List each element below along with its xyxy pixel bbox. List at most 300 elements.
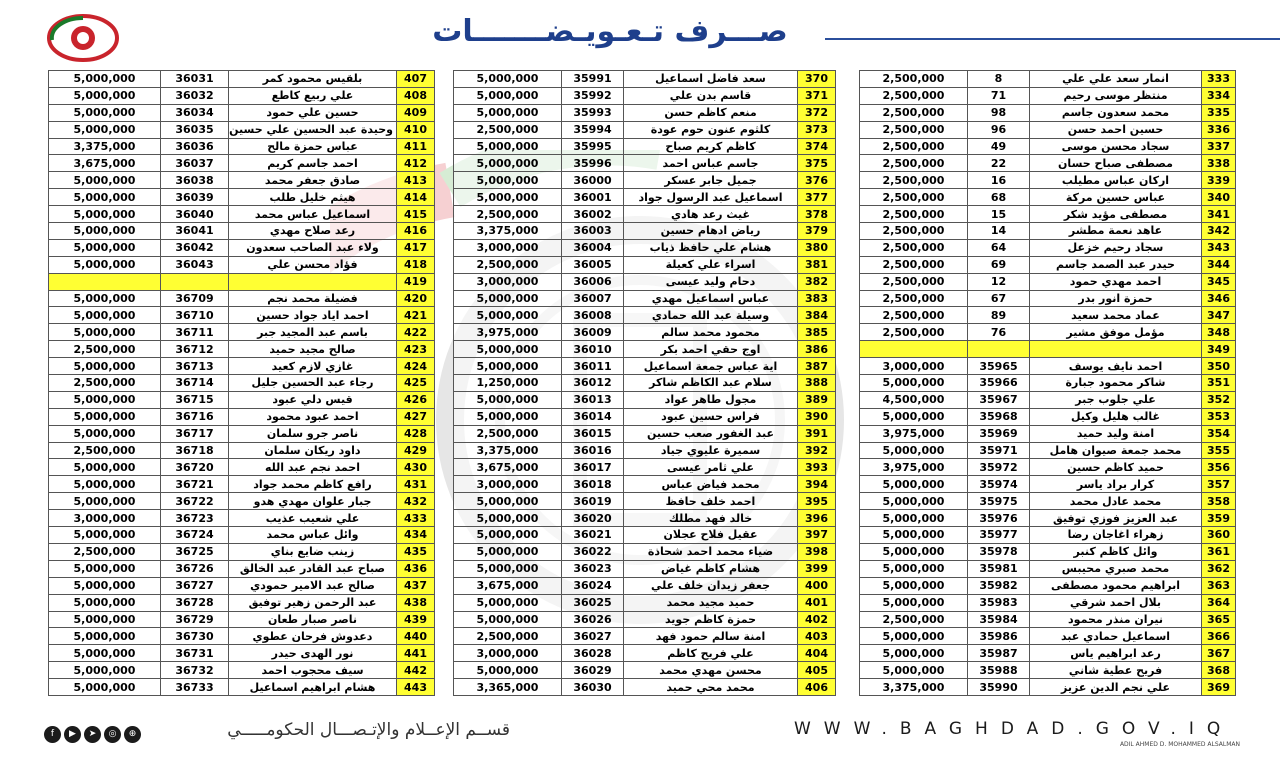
row-number: 434 [397,527,435,544]
record-id: 35983 [968,594,1030,611]
amount: 2,500,000 [860,189,968,206]
record-id: 35975 [968,493,1030,510]
row-number: 383 [798,290,836,307]
record-id: 12 [968,273,1030,290]
amount: 5,000,000 [454,172,562,189]
beneficiary-name: صادق جعفر محمد [229,172,397,189]
row-number: 425 [397,375,435,392]
row-number: 394 [798,476,836,493]
amount: 2,500,000 [860,239,968,256]
row-number: 413 [397,172,435,189]
row-number: 367 [1202,645,1236,662]
row-number: 419 [397,273,435,290]
table-row [454,628,836,645]
record-id [161,273,229,290]
beneficiary-name: حسين علي حمود [229,104,397,121]
beneficiary-name: غيث رعد هادي [624,206,798,223]
record-id: 35965 [968,358,1030,375]
beneficiary-name: وائل عباس محمد [229,527,397,544]
record-id: 36721 [161,476,229,493]
record-id: 36712 [161,341,229,358]
amount: 5,000,000 [49,121,161,138]
beneficiary-name: بلقيس محمود كمر [229,71,397,88]
row-number: 365 [1202,611,1236,628]
amount: 5,000,000 [49,307,161,324]
record-id: 35992 [562,87,624,104]
amount: 2,500,000 [860,290,968,307]
table-row [49,307,435,324]
telegram-icon[interactable]: ➤ [84,726,101,743]
beneficiary-name: كرار براد ياسر [1030,476,1202,493]
table-row [860,87,1236,104]
table-row [860,189,1236,206]
amount: 5,000,000 [49,459,161,476]
record-id: 36017 [562,459,624,476]
amount: 2,500,000 [860,138,968,155]
row-number: 342 [1202,223,1236,240]
record-id: 35996 [562,155,624,172]
record-id: 36726 [161,560,229,577]
record-id: 67 [968,290,1030,307]
row-number: 400 [798,577,836,594]
table-row [860,223,1236,240]
row-number: 340 [1202,189,1236,206]
beneficiary-name: عباس حمزة مالح [229,138,397,155]
record-id: 36732 [161,662,229,679]
department-name: قســم الإعــلام والإتـصـــال الحكومـــــي [227,720,510,740]
amount: 5,000,000 [49,408,161,425]
table-row [860,273,1236,290]
record-id: 35986 [968,628,1030,645]
beneficiary-name: علي فريح كاظم [624,645,798,662]
amount: 2,500,000 [860,155,968,172]
row-number: 442 [397,662,435,679]
amount: 5,000,000 [454,358,562,375]
amount: 2,500,000 [860,172,968,189]
row-number: 360 [1202,527,1236,544]
table-row [454,459,836,476]
amount: 2,500,000 [860,206,968,223]
row-number: 399 [798,560,836,577]
amount: 2,500,000 [49,442,161,459]
amount: 3,375,000 [860,679,968,696]
beneficiary-name: رعد صلاح مهدي [229,223,397,240]
table-row [49,290,435,307]
beneficiary-name: ضياء محمد احمد شحاذة [624,543,798,560]
beneficiary-name: هشام علي حافظ ذياب [624,239,798,256]
amount: 5,000,000 [49,560,161,577]
beneficiary-name: خالد فهد مطلك [624,510,798,527]
row-number: 417 [397,239,435,256]
row-number: 393 [798,459,836,476]
record-id: 36043 [161,256,229,273]
table-row [49,138,435,155]
row-number: 427 [397,408,435,425]
beneficiary-name: وائل كاظم كنبر [1030,543,1202,560]
amount: 5,000,000 [860,375,968,392]
table-row [49,273,435,290]
row-number: 359 [1202,510,1236,527]
table-row [860,375,1236,392]
record-id: 36036 [161,138,229,155]
record-id: 36727 [161,577,229,594]
instagram-icon[interactable]: ◎ [104,726,121,743]
amount: 5,000,000 [49,493,161,510]
amount [860,341,968,358]
amount: 2,500,000 [860,71,968,88]
table-row [454,71,836,88]
table-row [454,425,836,442]
amount: 3,975,000 [860,459,968,476]
row-number: 349 [1202,341,1236,358]
beneficiary-name: صالح مجيد حميد [229,341,397,358]
beneficiary-name: بلال احمد شرقي [1030,594,1202,611]
beneficiary-name: رجاء عبد الحسين جليل [229,375,397,392]
record-id: 22 [968,155,1030,172]
beneficiary-name [1030,341,1202,358]
table-row [860,611,1236,628]
table-row [49,476,435,493]
record-id: 35988 [968,662,1030,679]
record-id: 36710 [161,307,229,324]
row-number: 374 [798,138,836,155]
row-number: 435 [397,543,435,560]
table-row [860,324,1236,341]
table-row [860,594,1236,611]
beneficiary-name: اية عباس جمعة اسماعيل [624,358,798,375]
beneficiary-name: عماد محمد سعيد [1030,307,1202,324]
table-row [454,408,836,425]
row-number: 369 [1202,679,1236,696]
table-row [454,290,836,307]
beneficiary-name: منعم كاظم حسن [624,104,798,121]
beneficiary-name: عقيل فلاح عجلان [624,527,798,544]
amount: 2,500,000 [860,273,968,290]
amount: 5,000,000 [49,239,161,256]
table-row [860,425,1236,442]
amount: 2,500,000 [860,121,968,138]
amount: 5,000,000 [860,543,968,560]
beneficiary-name: احمد اياد جواد حسين [229,307,397,324]
beneficiary-name: سيف محجوب احمد [229,662,397,679]
amount: 2,500,000 [860,324,968,341]
table-row [860,155,1236,172]
row-number: 410 [397,121,435,138]
record-id: 36042 [161,239,229,256]
record-id: 36728 [161,594,229,611]
amount: 5,000,000 [454,307,562,324]
amount: 2,500,000 [860,104,968,121]
record-id: 35974 [968,476,1030,493]
table-row [860,206,1236,223]
beneficiary-name: رياض ادهام حسين [624,223,798,240]
beneficiary-name: عبد الغفور صعب حسين [624,425,798,442]
amount: 5,000,000 [454,543,562,560]
row-number: 420 [397,290,435,307]
table-row [860,341,1236,358]
row-number: 381 [798,256,836,273]
row-number: 350 [1202,358,1236,375]
amount: 3,975,000 [454,324,562,341]
row-number: 431 [397,476,435,493]
row-number: 437 [397,577,435,594]
beneficiary-name: اسراء علي كعيلة [624,256,798,273]
table-row [454,560,836,577]
amount: 5,000,000 [454,611,562,628]
row-number: 411 [397,138,435,155]
row-number: 336 [1202,121,1236,138]
beneficiary-name: سعد فاضل اسماعيل [624,71,798,88]
amount: 4,500,000 [860,391,968,408]
amount: 5,000,000 [49,611,161,628]
row-number: 378 [798,206,836,223]
beneficiary-name: فؤاد محسن علي [229,256,397,273]
beneficiary-name: احمد مهدي حمود [1030,273,1202,290]
web-icon[interactable]: ⊕ [124,726,141,743]
row-number: 339 [1202,172,1236,189]
row-number: 348 [1202,324,1236,341]
beneficiary-name: جميل جابر عسكر [624,172,798,189]
table-row [454,239,836,256]
row-number: 338 [1202,155,1236,172]
table-row [49,425,435,442]
beneficiary-name: نيران منذر محمود [1030,611,1202,628]
table-row [860,543,1236,560]
row-number: 443 [397,679,435,696]
table-row [860,256,1236,273]
record-id: 64 [968,239,1030,256]
table-row [860,459,1236,476]
amount: 5,000,000 [49,577,161,594]
record-id: 36006 [562,273,624,290]
record-id: 36003 [562,223,624,240]
record-id: 14 [968,223,1030,240]
amount: 5,000,000 [49,662,161,679]
table-row [454,611,836,628]
record-id: 36004 [562,239,624,256]
table-row [860,577,1236,594]
record-id: 36035 [161,121,229,138]
amount: 3,675,000 [454,459,562,476]
table-row [860,358,1236,375]
table-row [454,476,836,493]
record-id: 36032 [161,87,229,104]
beneficiary-name: ابراهيم محمود مصطفى [1030,577,1202,594]
record-id: 36022 [562,543,624,560]
beneficiary-name: احمد جاسم كريم [229,155,397,172]
amount: 5,000,000 [454,662,562,679]
amount: 5,000,000 [49,679,161,696]
table-row [49,628,435,645]
record-id: 71 [968,87,1030,104]
table-row [49,645,435,662]
row-number: 395 [798,493,836,510]
beneficiary-name: احمد نايف يوسف [1030,358,1202,375]
beneficiary-name: مجول طاهر عواد [624,391,798,408]
table-row [454,645,836,662]
row-number: 388 [798,375,836,392]
row-number: 361 [1202,543,1236,560]
amount: 5,000,000 [454,290,562,307]
table-row [454,87,836,104]
amount: 2,500,000 [454,628,562,645]
record-id: 36000 [562,172,624,189]
amount: 5,000,000 [454,527,562,544]
record-id: 36002 [562,206,624,223]
record-id: 36711 [161,324,229,341]
beneficiary-name [229,273,397,290]
beneficiary-name: مؤمل موفق مشير [1030,324,1202,341]
beneficiary-name: شاكر محمود جبارة [1030,375,1202,392]
table-row [860,121,1236,138]
table-row [49,206,435,223]
beneficiary-name: فراس حسين عبود [624,408,798,425]
table-row [49,223,435,240]
beneficiary-name: رافع كاظم محمد جواد [229,476,397,493]
row-number: 358 [1202,493,1236,510]
beneficiary-name: وحيدة عبد الحسين علي حسين [229,121,397,138]
beneficiary-name: ناصر صبار طعان [229,611,397,628]
record-id: 36005 [562,256,624,273]
amount: 5,000,000 [454,341,562,358]
row-number: 429 [397,442,435,459]
amount: 5,000,000 [860,594,968,611]
record-id: 35995 [562,138,624,155]
amount: 5,000,000 [49,71,161,88]
row-number: 345 [1202,273,1236,290]
beneficiary-name: سجاد رحيم خزعل [1030,239,1202,256]
row-number: 424 [397,358,435,375]
beneficiary-name: علي نجم الدين عزيز [1030,679,1202,696]
record-id: 76 [968,324,1030,341]
beneficiary-name: زينب ضايع بناي [229,543,397,560]
row-number: 355 [1202,442,1236,459]
table-row [860,645,1236,662]
amount: 5,000,000 [860,577,968,594]
row-number: 379 [798,223,836,240]
website-url[interactable]: WWW.BAGHDAD.GOV.IQ [794,719,1234,739]
record-id: 35978 [968,543,1030,560]
record-id: 35968 [968,408,1030,425]
record-id: 35971 [968,442,1030,459]
amount: 2,500,000 [454,121,562,138]
beneficiary-name: غالب هليل وكيل [1030,408,1202,425]
record-id: 36034 [161,104,229,121]
youtube-icon[interactable]: ▶ [64,726,81,743]
amount: 5,000,000 [49,391,161,408]
amount: 5,000,000 [49,594,161,611]
row-number: 414 [397,189,435,206]
record-id: 36716 [161,408,229,425]
row-number: 346 [1202,290,1236,307]
beneficiary-name: امنة وليد حميد [1030,425,1202,442]
amount: 3,000,000 [860,358,968,375]
row-number: 371 [798,87,836,104]
amount: 2,500,000 [454,256,562,273]
beneficiary-name: محمد صبري محيبس [1030,560,1202,577]
row-number: 344 [1202,256,1236,273]
beneficiary-name: مصطفى صباح حسان [1030,155,1202,172]
row-number: 422 [397,324,435,341]
table-row [860,239,1236,256]
table-row [49,172,435,189]
table-row [49,577,435,594]
row-number: 347 [1202,307,1236,324]
amount: 2,500,000 [454,206,562,223]
beneficiary-name: رعد ابراهيم ياس [1030,645,1202,662]
beneficiary-name: احمد خلف حافظ [624,493,798,510]
record-id: 36028 [562,645,624,662]
record-id: 36029 [562,662,624,679]
table-row [454,206,836,223]
amount: 5,000,000 [454,391,562,408]
amount: 5,000,000 [860,493,968,510]
record-id: 35993 [562,104,624,121]
row-number: 366 [1202,628,1236,645]
facebook-icon[interactable]: f [44,726,61,743]
beneficiary-name: هيثم خليل طلب [229,189,397,206]
record-id: 36720 [161,459,229,476]
amount: 5,000,000 [49,189,161,206]
row-number: 335 [1202,104,1236,121]
record-id: 36037 [161,155,229,172]
row-number: 376 [798,172,836,189]
table-row [860,493,1236,510]
record-id: 36027 [562,628,624,645]
table-row [49,324,435,341]
record-id: 35966 [968,375,1030,392]
amount: 2,500,000 [49,543,161,560]
row-number: 409 [397,104,435,121]
record-id: 35967 [968,391,1030,408]
beneficiary-name: عاهد نعمة مطشر [1030,223,1202,240]
record-id: 35984 [968,611,1030,628]
table-row [454,442,836,459]
record-id: 36729 [161,611,229,628]
row-number: 405 [798,662,836,679]
table-row [49,459,435,476]
table-row [49,155,435,172]
record-id: 36019 [562,493,624,510]
table-row [454,543,836,560]
designer-credit: ADIL AHMED D. MOHAMMED ALSALMAN [1119,741,1240,748]
table-row [860,510,1236,527]
row-number: 401 [798,594,836,611]
amount: 3,975,000 [860,425,968,442]
table-row [49,662,435,679]
amount: 3,365,000 [454,679,562,696]
beneficiary-name: حميد مجيد محمد [624,594,798,611]
record-id: 36713 [161,358,229,375]
beneficiary-name: غازي لازم كعيد [229,358,397,375]
record-id: 36023 [562,560,624,577]
record-id: 8 [968,71,1030,88]
beneficiary-name: محمد جمعة صيوان هامل [1030,442,1202,459]
table-row [49,527,435,544]
table-row [49,493,435,510]
record-id: 36731 [161,645,229,662]
record-id: 35969 [968,425,1030,442]
row-number: 343 [1202,239,1236,256]
beneficiary-name: هشام ابراهيم اسماعيل [229,679,397,696]
beneficiary-name: اسماعيل عباس محمد [229,206,397,223]
beneficiary-name: عبد العزيز فوزي توفيق [1030,510,1202,527]
row-number: 375 [798,155,836,172]
record-id: 36717 [161,425,229,442]
amount: 5,000,000 [860,476,968,493]
record-id: 96 [968,121,1030,138]
record-id: 36733 [161,679,229,696]
